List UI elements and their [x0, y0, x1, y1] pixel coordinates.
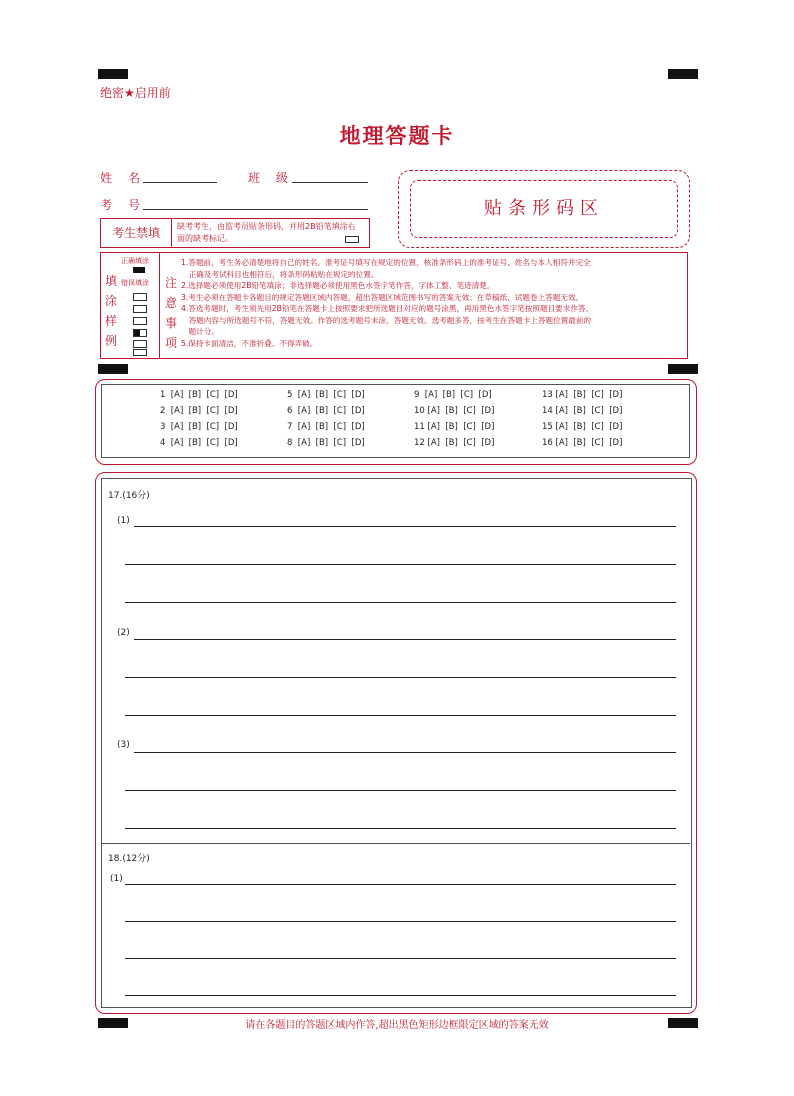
answer-line[interactable]	[125, 790, 676, 791]
timing-mark	[98, 69, 128, 79]
mcq-question[interactable]: 13 [A] [B] [C] [D]	[542, 390, 623, 400]
no-fill-box	[100, 218, 370, 248]
note-item: 3.考生必须在答题卡各题目的规定答题区域内答题，超出答题区域范围书写的答案无效；在草稿纸、试题卷上答题无效。	[181, 292, 584, 302]
mcq-row	[160, 422, 680, 438]
class-label: 班 级	[248, 171, 291, 185]
mcq-question[interactable]: 10 [A] [B] [C] [D]	[414, 406, 495, 416]
mcq-question[interactable]: 5 [A] [B] [C] [D]	[287, 390, 365, 400]
exam-no-label: 考 号	[100, 198, 143, 212]
answer-line[interactable]	[134, 526, 676, 527]
answer-line[interactable]	[134, 639, 676, 640]
note-item: 2.选择题必须使用2B铅笔填涂；非选择题必须使用黑色水签字笔作答，字体工整、笔迹清楚。	[181, 281, 495, 290]
note-item: 5.保持卡面清洁，不准折叠、不得弄破。	[181, 338, 318, 348]
timing-mark	[98, 364, 128, 374]
answer-line[interactable]	[125, 828, 676, 829]
mcq-question[interactable]: 1 [A] [B] [C] [D]	[160, 390, 238, 400]
q18-label: 18.(12分)	[108, 854, 150, 864]
note-item: 题计分。	[181, 327, 219, 336]
absent-mark[interactable]	[345, 236, 359, 243]
no-fill-text: 缺考考生，由监考员贴条形码，并用2B铅笔填涂右面的缺考标记。	[177, 222, 356, 243]
answer-line[interactable]	[125, 715, 676, 716]
mcq-question[interactable]: 8 [A] [B] [C] [D]	[287, 438, 365, 448]
page-title: 地理答题卡	[339, 124, 455, 148]
mcq-question[interactable]: 7 [A] [B] [C] [D]	[287, 422, 365, 432]
wrong-fill-mark	[133, 329, 147, 337]
class-field[interactable]	[292, 182, 368, 183]
answer-line[interactable]	[125, 884, 676, 885]
notes-chars: 注 意 事 项	[165, 276, 178, 350]
name-field[interactable]	[143, 182, 217, 183]
mcq-question[interactable]: 4 [A] [B] [C] [D]	[160, 438, 238, 448]
answer-line[interactable]	[125, 602, 676, 603]
wrong-fill-mark	[133, 340, 147, 348]
wrong-fill-mark	[133, 317, 147, 325]
fill-example-panel	[101, 253, 160, 358]
answer-inner-frame	[101, 478, 692, 1008]
section-divider	[101, 843, 690, 844]
fill-example-chars: 填 涂 样 例	[105, 274, 118, 348]
wrong-fill-label: 错误填涂	[121, 279, 149, 287]
footer-note: 请在各题目的答题区域内作答,超出黑色矩形边框限定区域的答案无效	[245, 1020, 549, 1031]
note-item: 1.答题前，考生务必清楚地将自己的姓名、准考证号填写在规定的位置，核准条形码上的准考证号、姓名与本人相符并完全	[181, 258, 591, 267]
answer-line[interactable]	[125, 921, 676, 922]
q17-part-3-label: (3)	[117, 740, 130, 750]
mcq-question[interactable]: 15 [A] [B] [C] [D]	[542, 422, 623, 432]
correct-fill-mark	[133, 267, 145, 273]
note-item: 答题内容与所选题号不符，答题无效。作答的选考题号未涂，答题无效。选考题多答，按考生在答题卡上答题位置最前的	[181, 315, 592, 325]
notes-list	[181, 257, 683, 349]
wrong-fill-mark	[133, 349, 147, 356]
mcq-question[interactable]: 14 [A] [B] [C] [D]	[542, 406, 623, 416]
mcq-question[interactable]: 11 [A] [B] [C] [D]	[414, 422, 495, 432]
mcq-row	[160, 406, 680, 422]
secret-label: 绝密★启用前	[100, 86, 171, 100]
answer-line[interactable]	[125, 958, 676, 959]
mcq-question[interactable]: 16 [A] [B] [C] [D]	[542, 438, 623, 448]
q17-label: 17.(16分)	[108, 491, 150, 501]
timing-mark	[668, 69, 698, 79]
barcode-label: 贴条形码区	[410, 180, 678, 238]
note-item: 4.答选考题时，考生须先用2B铅笔在答题卡上按照要求把所选题目对应的题号涂黑，再用黑色水签字笔按照题目要求作答。	[181, 304, 594, 313]
q17-part-1-label: (1)	[117, 516, 130, 526]
wrong-fill-mark	[133, 293, 147, 301]
instructions-box	[100, 252, 688, 359]
mcq-question[interactable]: 9 [A] [B] [C] [D]	[414, 390, 492, 400]
answer-line[interactable]	[125, 995, 676, 996]
exam-no-field[interactable]	[143, 209, 368, 210]
no-fill-label: 考生禁填	[101, 219, 172, 247]
q18-part-1-label: (1)	[110, 874, 123, 884]
timing-mark	[668, 364, 698, 374]
mcq-row	[160, 438, 680, 454]
correct-fill-label: 正确填涂	[121, 257, 149, 265]
mcq-question[interactable]: 3 [A] [B] [C] [D]	[160, 422, 238, 432]
mcq-question[interactable]: 2 [A] [B] [C] [D]	[160, 406, 238, 416]
mcq-question[interactable]: 6 [A] [B] [C] [D]	[287, 406, 365, 416]
q17-part-2-label: (2)	[117, 628, 130, 638]
mcq-grid	[160, 390, 680, 454]
answer-line[interactable]	[125, 564, 676, 565]
note-item: 正确及考试科目也相符后，将条形码粘贴在规定的位置。	[181, 269, 379, 279]
name-label: 姓 名	[100, 171, 143, 185]
mcq-question[interactable]: 12 [A] [B] [C] [D]	[414, 438, 495, 448]
mcq-row	[160, 390, 680, 406]
answer-line[interactable]	[134, 752, 676, 753]
wrong-fill-mark	[133, 305, 147, 313]
answer-line[interactable]	[125, 677, 676, 678]
